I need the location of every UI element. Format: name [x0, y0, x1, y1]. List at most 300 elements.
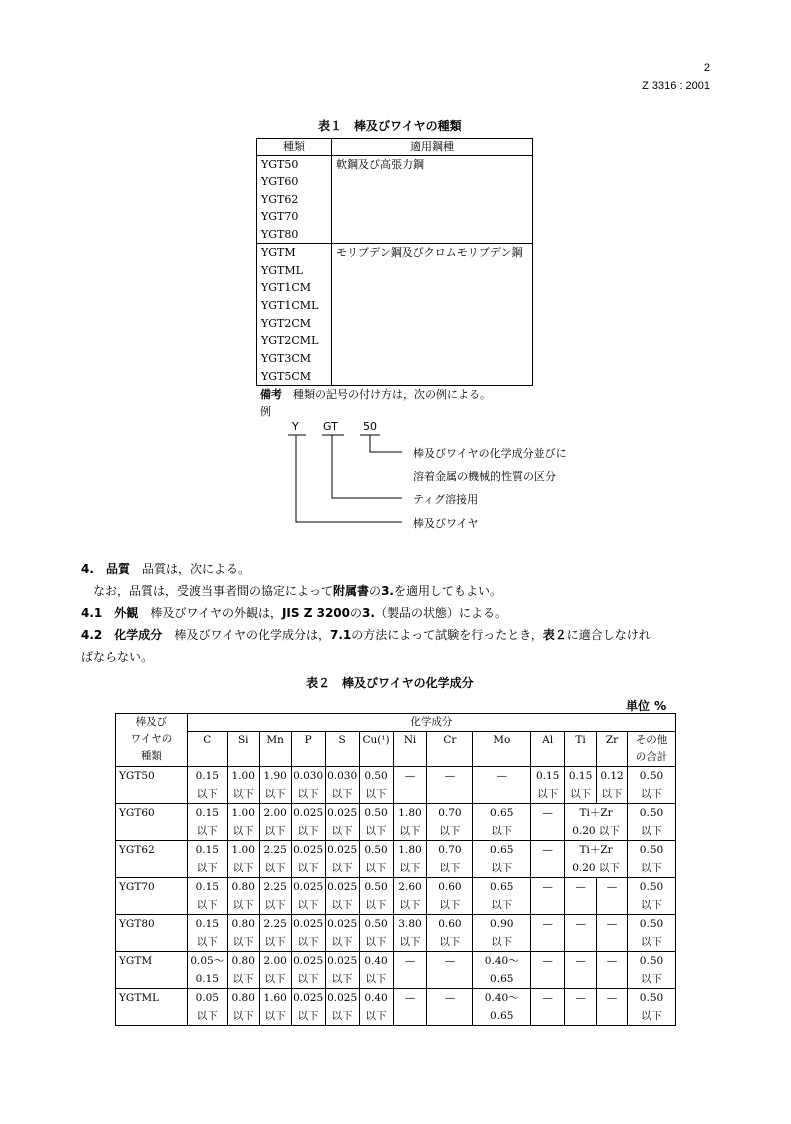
section-42-text-d: ばならない。 — [81, 650, 154, 664]
composition-cell — [393, 804, 427, 841]
ti-zr-combined-cell — [565, 804, 628, 841]
composition-qualifier: 以下 — [641, 788, 662, 800]
section-41-number: 4.1 — [81, 606, 103, 620]
composition-value: 0.70 — [438, 807, 462, 819]
composition-value: 0.40 — [364, 955, 388, 967]
composition-qualifier: 以下 — [331, 862, 353, 874]
composition-cell — [393, 915, 427, 952]
composition-value: 1.60 — [263, 992, 287, 1004]
composition-value: 0.025 — [327, 955, 358, 967]
composition-value: 0.030 — [293, 770, 324, 782]
composition-cell — [359, 804, 393, 841]
section-41-text-a: 棒及びワイヤの外観は， — [150, 606, 282, 620]
composition-qualifier: 以下 — [641, 825, 662, 837]
composition-value: 0.40 — [364, 992, 388, 1004]
steel-type-code: YGT5CM — [261, 369, 312, 383]
composition-value: 0.15 — [195, 770, 219, 782]
composition-qualifier: 以下 — [491, 862, 513, 874]
composition-value: 0.90 — [490, 918, 514, 930]
composition-value: 3.80 — [398, 918, 422, 930]
header-line: Ni — [403, 734, 417, 746]
composition-value: 0.80 — [231, 955, 255, 967]
composition-value: — — [542, 955, 553, 967]
composition-qualifier: 以下 — [232, 1010, 254, 1022]
composition-qualifier: 以下 — [297, 973, 319, 985]
code-part-50: 50 — [363, 420, 377, 433]
composition-value: 0.025 — [293, 881, 324, 893]
composition-value: Ti＋Zr — [579, 807, 613, 819]
steel-type-code: YGT2CML — [261, 334, 319, 348]
composition-cell — [291, 878, 325, 915]
composition-cell — [227, 767, 259, 804]
composition-value: — — [606, 955, 618, 967]
header-line: S — [338, 734, 346, 746]
steel-type-code: YGT50 — [261, 158, 299, 171]
composition-qualifier: 0.65 — [490, 973, 514, 985]
table1-header-steel: 適用鋼種 — [332, 139, 533, 156]
composition-qualifier: 以下 — [264, 788, 286, 800]
header-line: P — [304, 734, 312, 746]
composition-value: 0.50 — [639, 955, 664, 967]
section-4-note-a: なお，品質は，受渡当事者間の協定によって — [93, 584, 334, 598]
composition-cell — [227, 915, 259, 952]
composition-value: 0.50 — [639, 807, 664, 819]
steel-type-code: YGT1CM — [261, 281, 312, 295]
composition-qualifier: 0.65 — [490, 1010, 514, 1022]
composition-cell — [187, 989, 227, 1026]
section-4-note-c: の — [369, 584, 382, 598]
header-line: Ti — [575, 734, 586, 746]
composition-cell — [597, 878, 628, 915]
composition-value: — — [404, 955, 416, 967]
composition-qualifier: 以下 — [232, 862, 254, 874]
table2-row — [116, 878, 676, 915]
wire-type-cell — [116, 878, 188, 915]
composition-cell — [227, 878, 259, 915]
composition-cell — [187, 804, 227, 841]
composition-value: — — [542, 992, 553, 1004]
composition-cell — [427, 989, 473, 1026]
header-line: Si — [237, 734, 249, 746]
wire-type-cell — [116, 952, 188, 989]
header-line: 種類 — [140, 750, 162, 762]
composition-cell — [325, 878, 359, 915]
composition-cell — [531, 989, 565, 1026]
composition-cell — [259, 989, 291, 1026]
section-4-note-e: を適用してもよい。 — [393, 584, 502, 598]
wire-type-code: YGT70 — [119, 881, 155, 893]
other-total-cell — [628, 952, 676, 989]
element-header — [359, 732, 393, 767]
composition-qualifier: 以下 — [491, 899, 513, 911]
table1 — [256, 138, 533, 386]
composition-qualifier: 以下 — [331, 973, 353, 985]
composition-cell — [187, 915, 227, 952]
composition-value: — — [575, 918, 586, 930]
code-part-gt: GT — [323, 420, 338, 433]
steel-type-code: YGT62 — [261, 192, 299, 206]
composition-cell — [187, 841, 227, 878]
composition-value: 0.50 — [364, 881, 388, 893]
composition-qualifier: 以下 — [331, 788, 353, 800]
composition-qualifier: 以下 — [399, 899, 421, 911]
composition-value: — — [606, 918, 618, 930]
composition-cell — [565, 767, 597, 804]
header-line: Zr — [605, 734, 619, 746]
composition-value: 2.25 — [263, 881, 287, 893]
composition-value: 0.15 — [195, 881, 219, 893]
composition-value: 0.05～ — [190, 955, 225, 967]
composition-qualifier: 以下 — [570, 788, 592, 800]
composition-value: — — [444, 770, 456, 782]
composition-qualifier: 以下 — [196, 825, 218, 837]
composition-value: — — [575, 992, 586, 1004]
table1-steel-cell — [332, 243, 533, 386]
element-header — [597, 732, 628, 767]
table1-note — [260, 386, 491, 402]
composition-value: — — [444, 955, 456, 967]
section-4 — [81, 558, 711, 668]
composition-value: 0.15 — [535, 770, 560, 782]
wire-type-code: YGT80 — [119, 918, 155, 930]
composition-qualifier: 以下 — [491, 825, 513, 837]
composition-qualifier: 以下 — [297, 825, 319, 837]
composition-cell — [291, 915, 325, 952]
other-total-cell — [628, 804, 676, 841]
section-42-text-b: の方法によって試験を行ったとき， — [351, 628, 543, 642]
table2-unit: 単位 % — [626, 699, 667, 713]
element-header — [325, 732, 359, 767]
composition-cell — [359, 841, 393, 878]
composition-qualifier: 以下 — [365, 788, 387, 800]
composition-value: 2.25 — [263, 918, 287, 930]
method-ref: 7.1 — [329, 628, 352, 642]
composition-cell — [565, 989, 597, 1026]
composition-qualifier: 以下 — [399, 936, 421, 948]
composition-qualifier: 以下 — [297, 899, 319, 911]
table2-row — [116, 767, 676, 804]
composition-value: 0.025 — [327, 807, 358, 819]
other-total-cell — [628, 878, 676, 915]
element-header — [565, 732, 597, 767]
element-header — [259, 732, 291, 767]
other-total-cell — [628, 915, 676, 952]
composition-value: 0.025 — [327, 881, 358, 893]
composition-cell — [531, 952, 565, 989]
composition-cell — [473, 767, 531, 804]
wire-type-cell — [116, 841, 188, 878]
steel-type-code: YGT60 — [261, 175, 299, 189]
wire-type-code: YGTM — [119, 955, 153, 967]
wire-type-code: YGT60 — [119, 807, 155, 819]
code-part-y: Y — [292, 420, 299, 433]
header-line: Cr — [443, 734, 457, 746]
header-line: C — [203, 734, 212, 746]
composition-value: 0.025 — [327, 992, 358, 1004]
symbol-diagram — [260, 418, 600, 538]
table2-element-row — [116, 732, 676, 767]
composition-cell — [597, 952, 628, 989]
composition-qualifier: 以下 — [365, 973, 387, 985]
steel-type-code: YGT2CM — [261, 316, 312, 330]
table2-ref: 表２ — [542, 628, 567, 642]
other-total-cell — [628, 767, 676, 804]
composition-cell — [259, 841, 291, 878]
composition-qualifier: 以下 — [232, 973, 254, 985]
diagram-label-tig: ティグ溶接用 — [413, 493, 479, 506]
composition-value: — — [404, 992, 416, 1004]
section-4-text: 品質は，次による。 — [141, 562, 250, 576]
composition-cell — [291, 952, 325, 989]
table2-row — [116, 841, 676, 878]
composition-cell — [227, 841, 259, 878]
composition-cell — [227, 804, 259, 841]
composition-cell — [565, 915, 597, 952]
header-line: ワイヤの — [130, 733, 173, 745]
table1-header-type: 種類 — [257, 139, 332, 156]
composition-value: 0.50 — [639, 992, 664, 1004]
element-header — [473, 732, 531, 767]
composition-qualifier: 以下 — [399, 862, 421, 874]
composition-qualifier: 以下 — [439, 862, 461, 874]
table2-row — [116, 804, 676, 841]
composition-value: 0.05 — [195, 992, 219, 1004]
composition-value: 0.60 — [438, 881, 462, 893]
element-header — [227, 732, 259, 767]
composition-value: — — [542, 807, 553, 819]
composition-value: 0.80 — [231, 992, 255, 1004]
composition-cell — [473, 989, 531, 1026]
composition-qualifier: 以下 — [365, 936, 387, 948]
composition-cell — [393, 841, 427, 878]
composition-cell — [531, 804, 565, 841]
composition-qualifier: 以下 — [365, 899, 387, 911]
composition-value: — — [575, 881, 586, 893]
composition-qualifier: 以下 — [365, 862, 387, 874]
composition-value: 0.50 — [639, 844, 664, 856]
composition-value: — — [575, 955, 586, 967]
composition-qualifier: 以下 — [232, 825, 254, 837]
steel-type-code: YGT3CM — [261, 352, 312, 366]
jis-clause-ref: 3. — [362, 606, 375, 620]
composition-qualifier: 以下 — [365, 825, 387, 837]
wire-type-cell — [116, 989, 188, 1026]
composition-value: 0.40～ — [484, 992, 519, 1004]
table2-row — [116, 952, 676, 989]
composition-cell — [291, 841, 325, 878]
composition-value: 0.50 — [364, 770, 388, 782]
annex-ref: 附属書 — [333, 584, 370, 598]
composition-cell — [597, 915, 628, 952]
composition-qualifier: 以下 — [232, 788, 254, 800]
composition-value: 0.50 — [639, 881, 664, 893]
composition-cell — [227, 989, 259, 1026]
composition-qualifier: 以下 — [196, 862, 218, 874]
composition-cell — [187, 878, 227, 915]
composition-cell — [325, 915, 359, 952]
composition-qualifier: 以下 — [331, 936, 353, 948]
composition-cell — [531, 841, 565, 878]
composition-qualifier: 以下 — [297, 1010, 319, 1022]
composition-cell — [531, 767, 565, 804]
composition-qualifier: 以下 — [439, 936, 461, 948]
composition-qualifier: 以下 — [439, 899, 461, 911]
composition-cell — [565, 952, 597, 989]
composition-qualifier: 以下 — [264, 862, 286, 874]
composition-value: 0.025 — [293, 992, 324, 1004]
composition-qualifier: 以下 — [264, 899, 286, 911]
composition-cell — [325, 952, 359, 989]
standard-id: Z 3316 : 2001 — [642, 80, 710, 92]
composition-value: 0.40～ — [484, 955, 519, 967]
applicable-steel: 軟鋼及び高張力鋼 — [336, 158, 424, 171]
composition-qualifier: 以下 — [439, 825, 461, 837]
section-4-title: 品質 — [105, 562, 130, 576]
composition-cell — [531, 878, 565, 915]
composition-value: 0.030 — [327, 770, 358, 782]
composition-value: 2.00 — [263, 955, 287, 967]
composition-value: — — [542, 918, 553, 930]
diagram-label-mechanical: 溶着金属の機械的性質の区分 — [413, 470, 556, 483]
element-header — [531, 732, 565, 767]
composition-qualifier: 以下 — [196, 1010, 218, 1022]
wire-type-code: YGT62 — [119, 844, 155, 856]
composition-qualifier: 以下 — [196, 899, 218, 911]
composition-cell — [427, 804, 473, 841]
composition-cell — [227, 952, 259, 989]
composition-qualifier: 以下 — [264, 973, 286, 985]
composition-value: 0.50 — [364, 918, 388, 930]
composition-value: 0.65 — [490, 807, 514, 819]
composition-cell — [473, 878, 531, 915]
composition-cell — [427, 952, 473, 989]
composition-qualifier: 以下 — [331, 1010, 353, 1022]
composition-cell — [473, 915, 531, 952]
composition-cell — [473, 841, 531, 878]
table2-header-type — [116, 714, 188, 767]
example-label: 例 — [260, 405, 271, 418]
composition-value: 1.90 — [263, 770, 287, 782]
composition-value: — — [404, 770, 416, 782]
table1-steel-cell — [332, 156, 533, 244]
composition-value: 0.80 — [231, 881, 255, 893]
composition-cell — [427, 767, 473, 804]
composition-cell — [427, 841, 473, 878]
composition-cell — [291, 804, 325, 841]
composition-qualifier: 以下 — [232, 899, 254, 911]
composition-cell — [359, 989, 393, 1026]
composition-value: 0.50 — [639, 770, 664, 782]
header-line: Mn — [266, 734, 284, 746]
composition-value: 1.00 — [231, 807, 255, 819]
diagram-label-rod-wire: 棒及びワイヤ — [413, 517, 479, 530]
composition-cell — [259, 952, 291, 989]
table1-types-cell — [257, 243, 332, 386]
page-number: 2 — [703, 62, 710, 74]
section-42-text-a: 棒及びワイヤの化学成分は， — [174, 628, 330, 642]
composition-value: — — [542, 881, 553, 893]
composition-value: 0.15 — [195, 807, 219, 819]
other-total-cell — [628, 989, 676, 1026]
composition-cell — [325, 804, 359, 841]
composition-value: 0.025 — [293, 955, 324, 967]
composition-cell — [325, 767, 359, 804]
section-41-text-c: （製品の状態）による。 — [374, 606, 507, 620]
header-line: の合計 — [635, 751, 668, 763]
composition-cell — [393, 878, 427, 915]
other-total-cell — [628, 841, 676, 878]
composition-value: Ti＋Zr — [579, 844, 613, 856]
table1-group-row — [257, 156, 533, 244]
element-header — [427, 732, 473, 767]
composition-value: 1.00 — [231, 770, 255, 782]
wire-type-code: YGTML — [119, 992, 160, 1004]
table1-caption: 表１ 棒及びワイヤの種類 — [318, 119, 462, 133]
composition-cell — [473, 804, 531, 841]
steel-type-code: YGT70 — [261, 210, 299, 224]
composition-value: 0.12 — [600, 770, 624, 782]
header-line: その他 — [635, 734, 668, 746]
composition-qualifier: 以下 — [537, 788, 559, 800]
composition-cell — [291, 989, 325, 1026]
note-text: 種類の記号の付け方は，次の例による。 — [293, 388, 491, 401]
composition-qualifier: 0.20 以下 — [572, 825, 620, 837]
composition-value: 0.025 — [293, 807, 324, 819]
composition-value: 2.00 — [263, 807, 287, 819]
wire-type-cell — [116, 915, 188, 952]
composition-cell — [259, 878, 291, 915]
jis-ref: JIS Z 3200 — [281, 606, 350, 620]
composition-cell — [359, 952, 393, 989]
composition-value: 0.65 — [490, 881, 514, 893]
composition-cell — [259, 804, 291, 841]
composition-qualifier: 以下 — [641, 1010, 662, 1022]
composition-cell — [531, 915, 565, 952]
composition-qualifier: 以下 — [196, 936, 218, 948]
composition-cell — [291, 767, 325, 804]
section-42-number: 4.2 — [81, 628, 103, 642]
steel-type-code: YGTM — [261, 245, 296, 259]
wire-type-code: YGT50 — [119, 770, 155, 782]
composition-value: 0.15 — [195, 918, 219, 930]
composition-cell — [259, 767, 291, 804]
composition-value: 1.00 — [231, 844, 255, 856]
composition-value: — — [606, 992, 618, 1004]
composition-cell — [187, 767, 227, 804]
composition-qualifier: 以下 — [331, 899, 353, 911]
composition-value: 0.15 — [195, 844, 219, 856]
composition-qualifier: 0.15 — [195, 973, 219, 985]
element-header — [291, 732, 325, 767]
section-41-text-b: の — [350, 606, 363, 620]
header-line: 棒及び — [135, 716, 168, 728]
table2-caption: 表２ 棒及びワイヤの化学成分 — [306, 676, 474, 690]
composition-value: 0.50 — [639, 918, 664, 930]
composition-qualifier: 以下 — [365, 1010, 387, 1022]
wire-type-cell — [116, 767, 188, 804]
composition-cell — [359, 915, 393, 952]
composition-value: — — [496, 770, 507, 782]
steel-type-code: YGTML — [261, 263, 303, 277]
composition-cell — [597, 767, 628, 804]
composition-cell — [473, 952, 531, 989]
table2-header-row — [116, 714, 676, 732]
annex-clause-ref: 3. — [381, 584, 394, 598]
composition-qualifier: 以下 — [641, 973, 662, 985]
composition-cell — [325, 841, 359, 878]
element-header — [393, 732, 427, 767]
composition-qualifier: 以下 — [297, 788, 319, 800]
